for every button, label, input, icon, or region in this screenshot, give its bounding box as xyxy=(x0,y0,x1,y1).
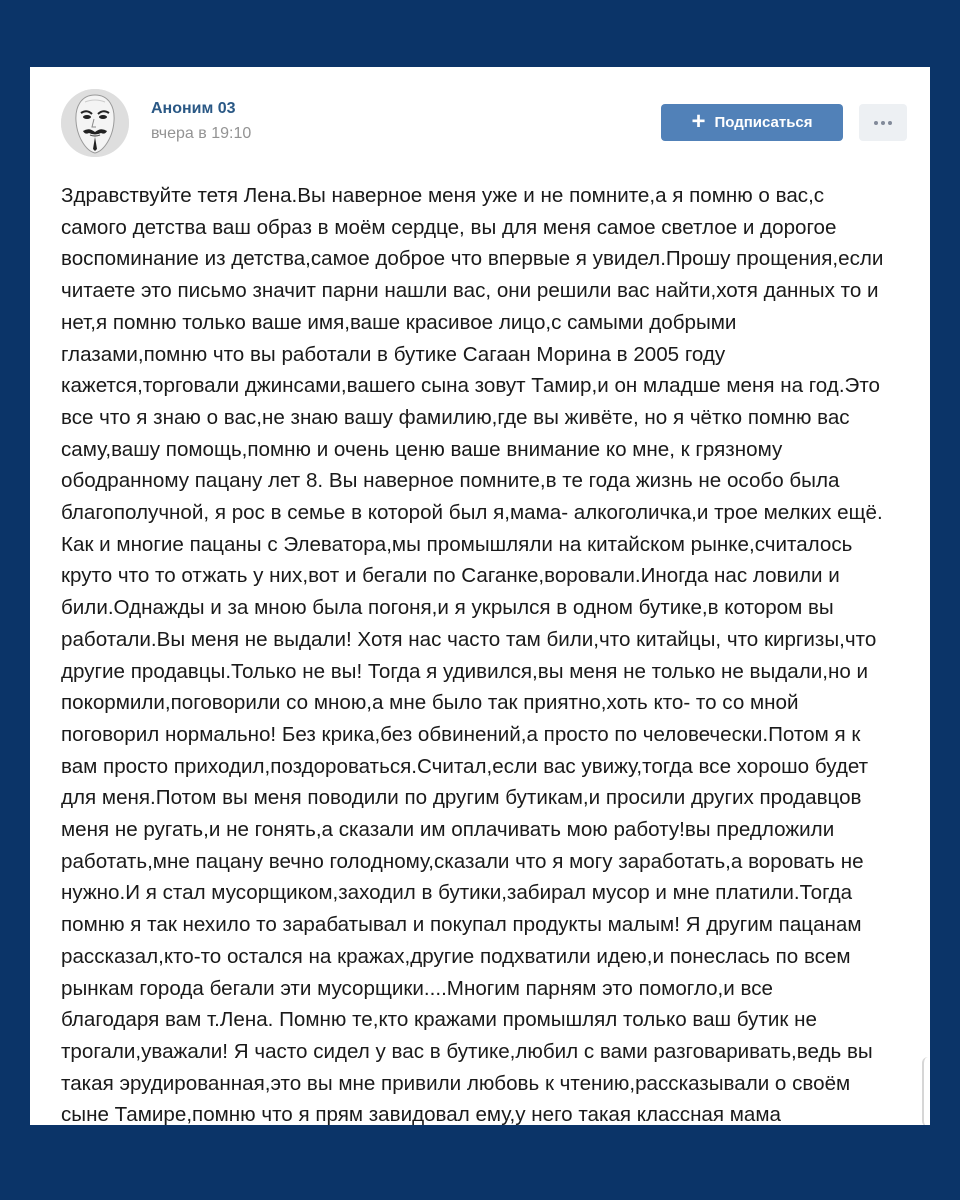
post-text-line: вам просто приходил,поздороваться.Считал,если вас увижу,тогда все хорошо будет xyxy=(61,754,869,778)
post-text-line: читаете это письмо значит парни нашли вас, они решили вас найти,хотя данных то и xyxy=(61,279,879,303)
post-text-line: саму,вашу помощь,помню и очень ценю ваше внимание ко мне, к грязному xyxy=(61,437,783,461)
post-text-line: работать,мне пацану вечно голодному,сказали что я могу заработать,а воровать не xyxy=(61,849,864,873)
post-text-line: такая эрудированная,это вы мне привили любовь к чтению,рассказывали о своём xyxy=(61,1071,851,1095)
post-text-line: трогали,уважали! Я часто сидел у вас в бутике,любил с вами разговаривать,ведь вы xyxy=(61,1039,873,1063)
post-text-line: самого детства ваш образ в моём сердце, вы для меня самое светлое и дорогое xyxy=(61,215,837,239)
post-text-line: Как и многие пацаны с Элеватора,мы промышляли на китайском рынке,считалось xyxy=(61,532,853,556)
subscribe-label: Подписаться xyxy=(714,114,813,131)
post-text-line: били.Однажды и за мною была погоня,и я укрылся в одном бутике,в котором вы xyxy=(61,596,834,620)
post-text-line: благополучной, я рос в семье в которой был я,мама- алкоголичка,и трое мелких ещё. xyxy=(61,501,883,525)
post-text-line: круто что то отжать у них,вот и бегали по Саганке,воровали.Иногда нас ловили и xyxy=(61,564,840,588)
post-text-line: нужно.И я стал мусорщиком,заходил в бутики,забирал мусор и мне платили.Тогда xyxy=(61,881,853,905)
post-text-line: работали.Вы меня не выдали! Хотя нас часто там били,что китайцы, что киргизы,что xyxy=(61,627,877,651)
post-text-line: ободранному пацану лет 8. Вы наверное помните,в те года жизнь не особо была xyxy=(61,469,840,493)
post-text-line: помню я так нехило то зарабатывал и покупал продукты малым! Я другим пацанам xyxy=(61,913,862,937)
post-timestamp[interactable]: вчера в 19:10 xyxy=(151,125,252,142)
post-text-line: для меня.Потом вы меня поводили по другим бутикам,и просили других продавцов xyxy=(61,786,862,810)
post-text-line: кажется,торговали джинсами,вашего сына зовут Тамир,и он младше меня на год.Это xyxy=(61,374,880,398)
post-text-line: Здравствуйте тетя Лена.Вы наверное меня уже и не помните,а я помню о вас,с xyxy=(61,184,825,207)
more-options-button[interactable] xyxy=(859,104,907,141)
post-text-line: благодаря вам т.Лена. Помню те,кто кражами промышлял только ваш бутик не xyxy=(61,1008,817,1032)
author-avatar[interactable] xyxy=(61,89,129,157)
subscribe-button[interactable] xyxy=(661,104,843,141)
post-text-line: другие продавцы.Только не вы! Тогда я удивился,вы меня не только не выдали,но и xyxy=(61,659,869,683)
post-text-line: покормили,поговорили со мною,а мне было так приятно,хоть кто- то со мной xyxy=(61,691,799,715)
scroll-indicator[interactable] xyxy=(922,1057,930,1125)
guy-fawkes-mask-icon xyxy=(61,89,129,157)
post-text-line: рынкам города бегали эти мусорщики....Многим парням это помогло,и все xyxy=(61,976,773,1000)
post-text-line: меня не ругать,и не гонять,а сказали им оплачивать мою работу!вы предложили xyxy=(61,818,835,842)
post-header xyxy=(30,67,930,177)
post-text-line: глазами,помню что вы работали в бутике Сагаан Морина в 2005 году xyxy=(61,342,726,366)
ellipsis-icon xyxy=(873,120,893,126)
post-card xyxy=(30,67,930,1125)
post-text-line: нет,я помню только ваше имя,ваше красивое лицо,с самыми добрыми xyxy=(61,310,737,334)
post-body-text xyxy=(61,180,913,1125)
post-text-line: воспоминание из детства,самое доброе что впервые я увидел.Прошу прощения,если xyxy=(61,247,884,271)
author-name[interactable]: Аноним 03 xyxy=(151,100,236,117)
post-text-line: рассказал,кто-то остался на кражах,другие подхватили идею,и понеслась по всем xyxy=(61,944,851,968)
post-text-line: все что я знаю о вас,не знаю вашу фамилию,где вы живёте, но я чётко помню вас xyxy=(61,405,850,429)
plus-icon: + xyxy=(691,107,706,135)
post-text-line: поговорил нормально! Без крика,без обвинений,а просто по человечески.Потом я к xyxy=(61,722,861,746)
post-text-line: сыне Тамире,помню что я прям завидовал ему,у него такая классная мама xyxy=(61,1103,781,1125)
